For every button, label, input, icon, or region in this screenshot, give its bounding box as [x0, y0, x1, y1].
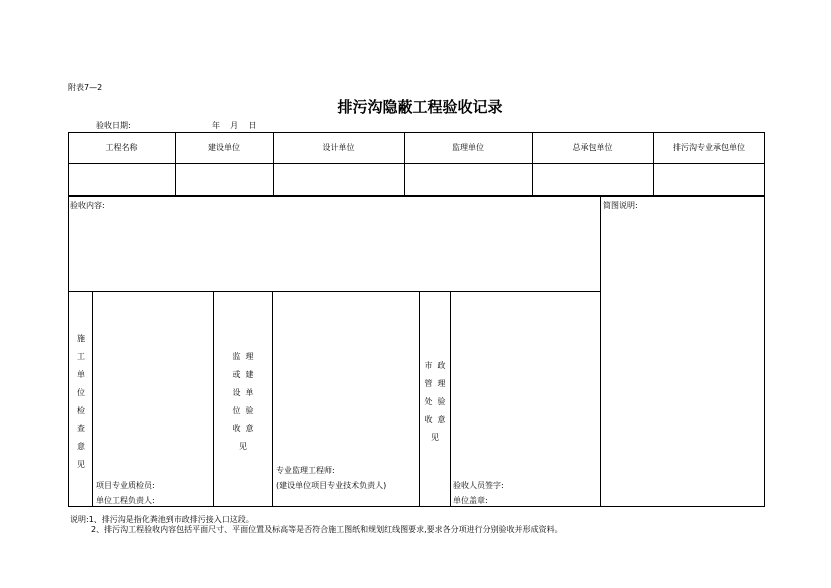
header-design-unit: 设计单位	[322, 143, 355, 152]
sketch-description-label: 简图说明:	[603, 201, 638, 210]
lower-divider-2	[213, 291, 214, 507]
sewer-subcontractor-cell[interactable]	[654, 164, 764, 195]
construction-inspection-label: 施 工 单 位 检 查 意 见	[77, 334, 85, 469]
note-line-2: 2、排污沟工程验收内容包括平面尺寸、平面位置及标高等是否符合施工图纸和规划红线图要求,要求各分项进行分别验收并形成资料。	[91, 525, 563, 534]
header-general-contractor: 总承包单位	[572, 143, 613, 152]
content-section-divider	[68, 291, 600, 292]
construction-unit-cell[interactable]	[176, 164, 273, 195]
municipal-sign-2: 单位盖章:	[453, 496, 488, 505]
header-construction-unit: 建设单位	[208, 143, 240, 152]
info-row-divider	[68, 195, 765, 197]
header-project-name: 工程名称	[105, 143, 138, 152]
header-supervision-unit: 监理单位	[452, 143, 484, 152]
date-label: 验收日期:	[96, 121, 131, 130]
date-units: 年 月 日	[212, 121, 257, 130]
lower-divider-5	[450, 291, 451, 507]
note-line-1: 说明:1、排污沟是指化粪池到市政排污接入口这段。	[70, 515, 254, 524]
construction-sign-1: 项目专业质检员:	[96, 481, 155, 490]
municipal-sign-1: 验收人员签字:	[453, 481, 504, 490]
supervision-sign-2: (建设单位项目专业技术负责人)	[276, 481, 387, 490]
header-sewer-subcontractor: 排污沟专业承包单位	[673, 143, 745, 152]
supervision-acceptance-label: 监 理 或 建 设 单 位 验 收 意 见	[232, 352, 254, 451]
lower-divider-3	[272, 291, 273, 507]
project-name-cell[interactable]	[69, 164, 175, 195]
sketch-divider	[600, 196, 601, 507]
acceptance-content-label: 验收内容:	[70, 201, 105, 210]
design-unit-cell[interactable]	[274, 164, 404, 195]
lower-divider-1	[92, 291, 93, 507]
general-contractor-cell[interactable]	[533, 164, 653, 195]
supervision-unit-cell[interactable]	[405, 164, 532, 195]
form-title: 排污沟隐蔽工程验收记录	[337, 98, 503, 116]
municipal-acceptance-label: 市 政 管 理 处 验 收 意 见	[424, 361, 446, 442]
construction-sign-2: 单位工程负责人:	[96, 496, 155, 505]
supervision-sign-1: 专业监理工程师:	[276, 466, 335, 475]
form-reference: 附表7—2	[68, 83, 103, 92]
